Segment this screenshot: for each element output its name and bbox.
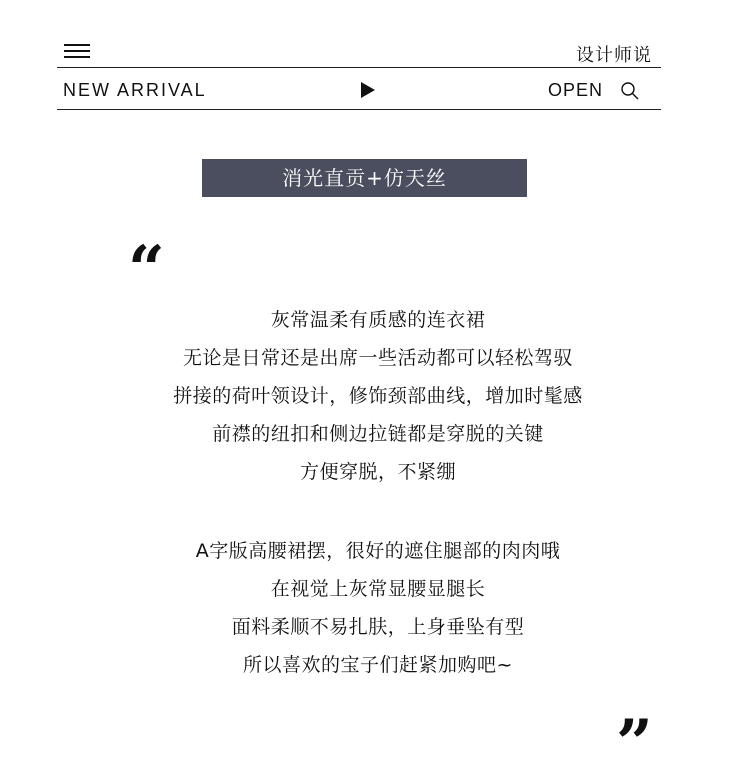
description-line: 拼接的荷叶领设计，修饰颈部曲线，增加时髦感 (173, 385, 583, 407)
menu-icon[interactable] (64, 44, 90, 60)
open-link[interactable]: OPEN (548, 80, 604, 100)
description-line: 在视觉上灰常显腰显腿长 (270, 578, 486, 600)
brand-title: 设计师说 (576, 45, 652, 66)
close-quote-mark: ” (616, 706, 653, 781)
description-line: 面料柔顺不易扎肤，上身垂坠有型 (231, 616, 525, 638)
search-icon[interactable] (620, 81, 640, 101)
header-divider-bottom (57, 109, 661, 110)
header-divider-top (57, 67, 661, 68)
description-paragraph-1 (0, 301, 736, 491)
description-line: A字版高腰裙摆，很好的遮住腿部的肉肉哦 (195, 540, 561, 562)
description-line: 前襟的纽扣和侧边拉链都是穿脱的关键 (212, 423, 544, 445)
description-line: 所以喜欢的宝子们赶紧加购吧~ (243, 654, 513, 676)
description-line: 方便穿脱，不紧绷 (299, 461, 456, 483)
description-paragraph-2 (0, 532, 736, 684)
open-quote-mark: “ (128, 232, 165, 307)
description-line: 无论是日常还是出席一些活动都可以轻松驾驭 (182, 347, 573, 369)
new-arrival-link[interactable]: NEW ARRIVAL (63, 80, 207, 100)
play-icon[interactable] (361, 82, 375, 98)
fabric-banner: 消光直贡+仿天丝 (202, 159, 527, 197)
description-line: 灰常温柔有质感的连衣裙 (270, 309, 486, 331)
